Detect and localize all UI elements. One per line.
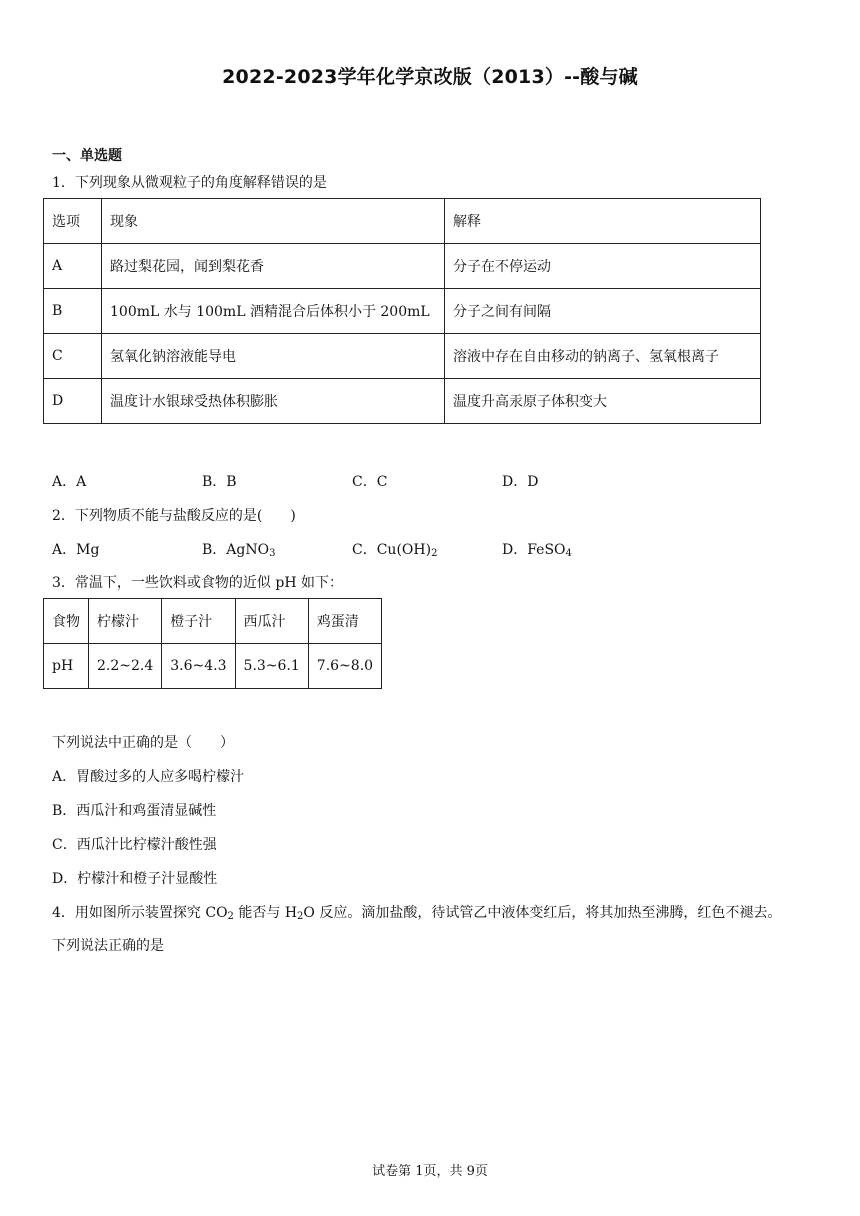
table-row [44, 244, 761, 289]
table-cell: 现象 [102, 199, 445, 244]
table-header-row [44, 599, 382, 644]
q3-option-c[interactable]: C．西瓜汁比柠檬汁酸性强 [52, 837, 217, 853]
page-footer: 试卷第 1页，共 9页 [372, 1164, 488, 1179]
table-cell: 7.6~8.0 [308, 644, 381, 689]
table-cell: pH [44, 644, 89, 689]
q4-stem-line2: 下列说法正确的是 [52, 938, 164, 954]
q3-ph-table [43, 598, 382, 689]
table-cell: 温度升高汞原子体积变大 [445, 379, 761, 424]
option-text: B．AgNO [202, 542, 270, 558]
option-text: A．Mg [52, 542, 100, 558]
table-header-row [44, 199, 761, 244]
subscript: 2 [431, 548, 438, 559]
q1-option-a[interactable]: A．A [52, 474, 87, 490]
table-cell: 橙子汁 [162, 599, 235, 644]
subscript: 4 [565, 548, 572, 559]
q3-question: 下列说法中正确的是（ ） [52, 735, 234, 751]
table-row [44, 644, 382, 689]
subscript: 3 [269, 548, 276, 559]
q3-stem: 3．常温下，一些饮料或食物的近似 pH 如下： [52, 575, 343, 591]
q4-text: 能否与 H [233, 905, 298, 921]
table-cell: A [44, 244, 102, 289]
q4-stem [52, 902, 781, 922]
table-row [44, 379, 761, 424]
table-cell: 分子在不停运动 [445, 244, 761, 289]
q4-text: 4．用如图所示装置探究 CO [52, 905, 228, 921]
q1-option-d[interactable]: D．D [502, 474, 539, 490]
table-cell: 西瓜汁 [235, 599, 308, 644]
q1-option-c[interactable]: C．C [352, 474, 388, 490]
q1-stem: 1．下列现象从微观粒子的角度解释错误的是 [52, 175, 327, 191]
table-cell: 柠檬汁 [89, 599, 162, 644]
option-text: D．FeSO [502, 542, 566, 558]
q2-option-b[interactable] [202, 539, 275, 559]
subscript: 2 [227, 911, 234, 922]
subscript: 2 [297, 911, 304, 922]
table-row [44, 289, 761, 334]
table-cell: 选项 [44, 199, 102, 244]
option-text: C．Cu(OH) [352, 542, 432, 558]
table-cell: 温度计水银球受热体积膨胀 [102, 379, 445, 424]
q2-option-a[interactable] [52, 539, 99, 559]
q4-text: O 反应。滴加盐酸，待试管乙中液体变红后，将其加热至沸腾，红色不褪去。 [303, 905, 782, 921]
q2-stem: 2．下列物质不能与盐酸反应的是( ) [52, 508, 296, 524]
q2-option-d[interactable] [502, 539, 572, 559]
q1-option-b[interactable]: B．B [202, 474, 237, 490]
page-title: 2022-2023学年化学京改版（2013）--酸与碱 [222, 66, 638, 88]
table-cell: 100mL 水与 100mL 酒精混合后体积小于 200mL [102, 289, 445, 334]
table-cell: 鸡蛋清 [308, 599, 381, 644]
table-cell: 3.6~4.3 [162, 644, 235, 689]
table-cell: 2.2~2.4 [89, 644, 162, 689]
table-cell: 氢氧化钠溶液能导电 [102, 334, 445, 379]
table-cell: 路过梨花园，闻到梨花香 [102, 244, 445, 289]
table-cell: 分子之间有间隔 [445, 289, 761, 334]
q3-option-d[interactable]: D．柠檬汁和橙子汁显酸性 [52, 871, 218, 887]
table-row [44, 334, 761, 379]
table-cell: 食物 [44, 599, 89, 644]
table-cell: 溶液中存在自由移动的钠离子、氢氧根离子 [445, 334, 761, 379]
section-heading: 一、单选题 [52, 148, 122, 164]
table-cell: C [44, 334, 102, 379]
q2-option-c[interactable] [352, 539, 437, 559]
table-cell: B [44, 289, 102, 334]
q1-table [43, 198, 761, 424]
table-cell: 5.3~6.1 [235, 644, 308, 689]
q3-option-a[interactable]: A．胃酸过多的人应多喝柠檬汁 [52, 769, 245, 785]
q3-option-b[interactable]: B．西瓜汁和鸡蛋清显碱性 [52, 803, 217, 819]
table-cell: D [44, 379, 102, 424]
table-cell: 解释 [445, 199, 761, 244]
